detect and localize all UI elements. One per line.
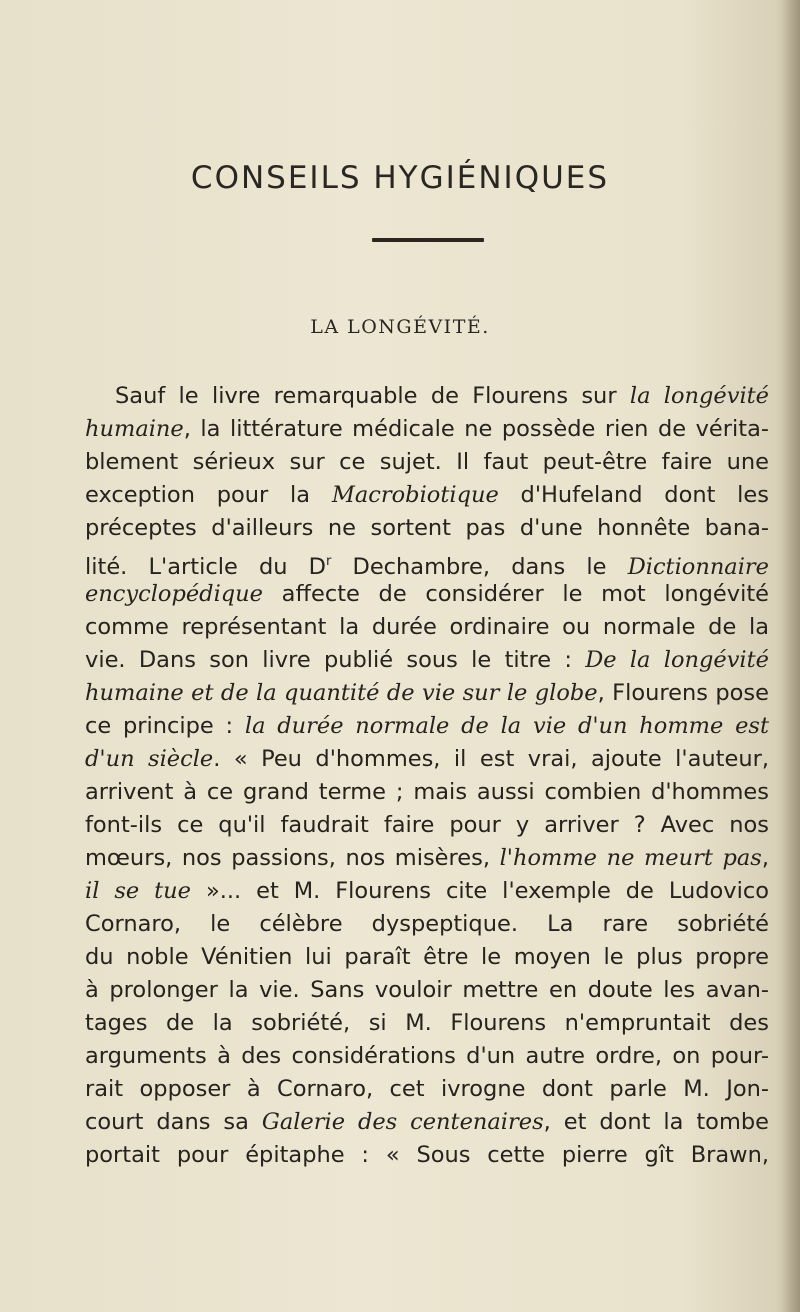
text-run: exception pour la: [85, 482, 332, 508]
italic-text-run: humaine et de la quantité de vie sur le globe: [85, 680, 598, 706]
text-run: comme représentant la durée ordinaire ou normale de la: [85, 614, 769, 640]
text-run: ce principe :: [85, 713, 245, 739]
italic-text-run: encyclopédique: [85, 581, 263, 607]
italic-text-run: la durée normale de la vie d'un homme est: [244, 713, 769, 739]
text-line: [85, 644, 769, 677]
text-line: [85, 974, 769, 1007]
text-run: lité. L'article du D: [85, 554, 326, 580]
text-line: [85, 545, 769, 578]
text-line: [85, 809, 769, 842]
text-line: [85, 710, 769, 743]
italic-text-run: d'un siècle: [85, 746, 214, 772]
text-line: [85, 776, 769, 809]
text-line: [85, 842, 769, 875]
page-edge-shadow: [782, 0, 800, 1312]
text-line: [85, 1007, 769, 1040]
text-line: [85, 1073, 769, 1106]
text-line: [85, 1106, 769, 1139]
text-line: [85, 908, 769, 941]
superscript-text: r: [325, 554, 332, 569]
text-line: [85, 512, 769, 545]
text-run: d'Hufeland dont les: [498, 482, 769, 508]
text-run: rait opposer à Cornaro, cet ivrogne dont parle M. Jon-: [85, 1076, 769, 1102]
body-paragraph: [85, 380, 769, 1172]
text-line: [85, 446, 769, 479]
text-line: [85, 875, 769, 908]
text-run: font-ils ce qu'il faudrait faire pour y arriver ? Avec nos: [85, 812, 769, 838]
text-run: , la littérature médicale ne possède rien de vérita-: [183, 416, 769, 442]
text-run: préceptes d'ailleurs ne sortent pas d'une honnête bana-: [85, 515, 769, 541]
text-run: »... et M. Flourens cite l'exemple de Ludovico: [191, 878, 769, 904]
text-line: [85, 611, 769, 644]
chapter-title: CONSEILS HYGIÉNIQUES: [190, 160, 610, 196]
text-line: [85, 743, 769, 776]
text-line: [85, 578, 769, 611]
section-heading: LA LONGÉVITÉ.: [310, 316, 490, 338]
text-run: Sauf le livre remarquable de Flourens sur: [115, 383, 630, 409]
text-run: portait pour épitaphe : « Sous cette pierre gît Brawn,: [85, 1142, 769, 1168]
text-line: [85, 1139, 769, 1172]
text-run: du noble Vénitien lui paraît être le moyen le plus propre: [85, 944, 769, 970]
text-run: arrivent à ce grand terme ; mais aussi combien d'hommes: [85, 779, 769, 805]
italic-text-run: la longévité: [629, 383, 769, 409]
text-run: tages de la sobriété, si M. Flourens n'empruntait des: [85, 1010, 769, 1036]
text-run: arguments à des considérations d'un autre ordre, on pour-: [85, 1043, 769, 1069]
text-line: [85, 677, 769, 710]
title-divider-rule: [372, 238, 484, 242]
italic-text-run: De la longévité: [585, 647, 769, 673]
text-run: ,: [761, 845, 769, 871]
text-line: [85, 941, 769, 974]
italic-text-run: Dictionnaire: [627, 554, 769, 580]
italic-text-run: il se tue: [85, 878, 191, 904]
text-run: blement sérieux sur ce sujet. Il faut peut-être faire une: [85, 449, 769, 475]
text-run: Dechambre, dans le: [331, 554, 628, 580]
text-run: Cornaro, le célèbre dyspeptique. La rare sobriété: [85, 911, 769, 937]
italic-text-run: Galerie des centenaires: [261, 1109, 544, 1135]
italic-text-run: l'homme ne meurt pas: [499, 845, 762, 871]
text-run: à prolonger la vie. Sans vouloir mettre en doute les avan-: [85, 977, 769, 1003]
text-line: [85, 380, 769, 413]
text-run: court dans sa: [85, 1109, 262, 1135]
text-line: [85, 479, 769, 512]
italic-text-run: Macrobiotique: [331, 482, 499, 508]
text-run: affecte de considérer le mot longévité: [263, 581, 769, 607]
text-line: [85, 1040, 769, 1073]
text-run: mœurs, nos passions, nos misères,: [85, 845, 500, 871]
text-run: , Flourens pose: [597, 680, 769, 706]
text-line: [85, 413, 769, 446]
italic-text-run: humaine: [85, 416, 184, 442]
text-run: . « Peu d'hommes, il est vrai, ajoute l'auteur,: [213, 746, 769, 772]
text-run: vie. Dans son livre publié sous le titre :: [85, 647, 586, 673]
text-run: , et dont la tombe: [543, 1109, 769, 1135]
